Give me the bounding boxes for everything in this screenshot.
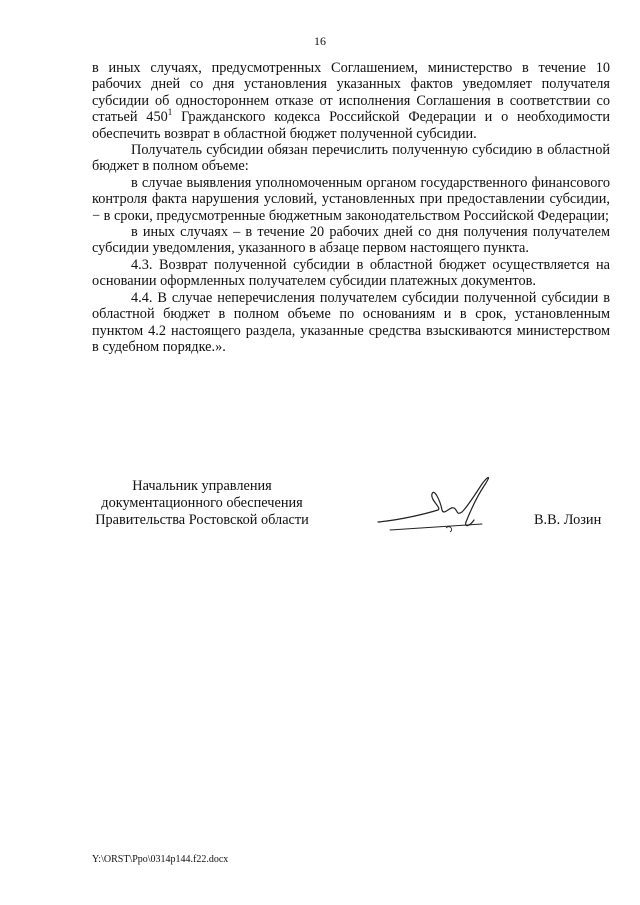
paragraph-text: в иных случаях, предусмотренных Соглашением, министерство в течение 10 рабочих дней со дня установления указанных фактов уведомляет получателя субсидии об одностороннем отказе от исполнения Соглашения в соответствии со статьей 450	[92, 60, 610, 126]
signatory-title-line: документационного обеспечения	[101, 495, 303, 511]
signatory-title-line: Правительства Ростовской области	[95, 512, 309, 528]
document-body	[92, 60, 610, 355]
paragraph-4-4: 4.4. В случае неперечисления получателем субсидии полученной субсидии в областной бюджет в полном объеме по основаниям и в срок, установленным пунктом 4.2 настоящего раздела, указанные средства взыскиваются министерством в судебном порядке.».	[92, 289, 610, 355]
signatory-title-line: Начальник управления	[132, 478, 272, 494]
page-number: 16	[314, 34, 326, 48]
signer-name: В.В. Лозин	[534, 512, 602, 528]
paragraph-refusal-notice	[92, 60, 610, 142]
paragraph-4-3: 4.3. Возврат полученной субсидии в областной бюджет осуществляется на основании оформленных получателем субсидии платежных документов.	[92, 256, 610, 290]
article-superscript: 1	[167, 107, 173, 118]
paragraph-text-continued: Гражданского кодекса Российской Федерации и о необходимости обеспечить возврат в областной бюджет полученной субсидии.	[92, 109, 610, 142]
signatory-title	[92, 478, 312, 529]
paragraph-obligation: Получатель субсидии обязан перечислить полученную субсидию в областной бюджет в полном объеме:	[92, 142, 610, 175]
file-path-footer: Y:\ORST\Ppo\0314p144.f22.docx	[92, 854, 229, 865]
handwritten-signature	[370, 470, 500, 540]
paragraph-other-cases: в иных случаях – в течение 20 рабочих дней со дня получения получателем субсидии уведомления, указанного в абзаце первом настоящего пункта.	[92, 224, 610, 257]
paragraph-control-case: в случае выявления уполномоченным органом государственного финансового контроля факта нарушения условий, установленных при предоставлении субсидии, − в сроки, предусмотренные бюджетным законодательством Российской Федерации;	[92, 174, 610, 224]
